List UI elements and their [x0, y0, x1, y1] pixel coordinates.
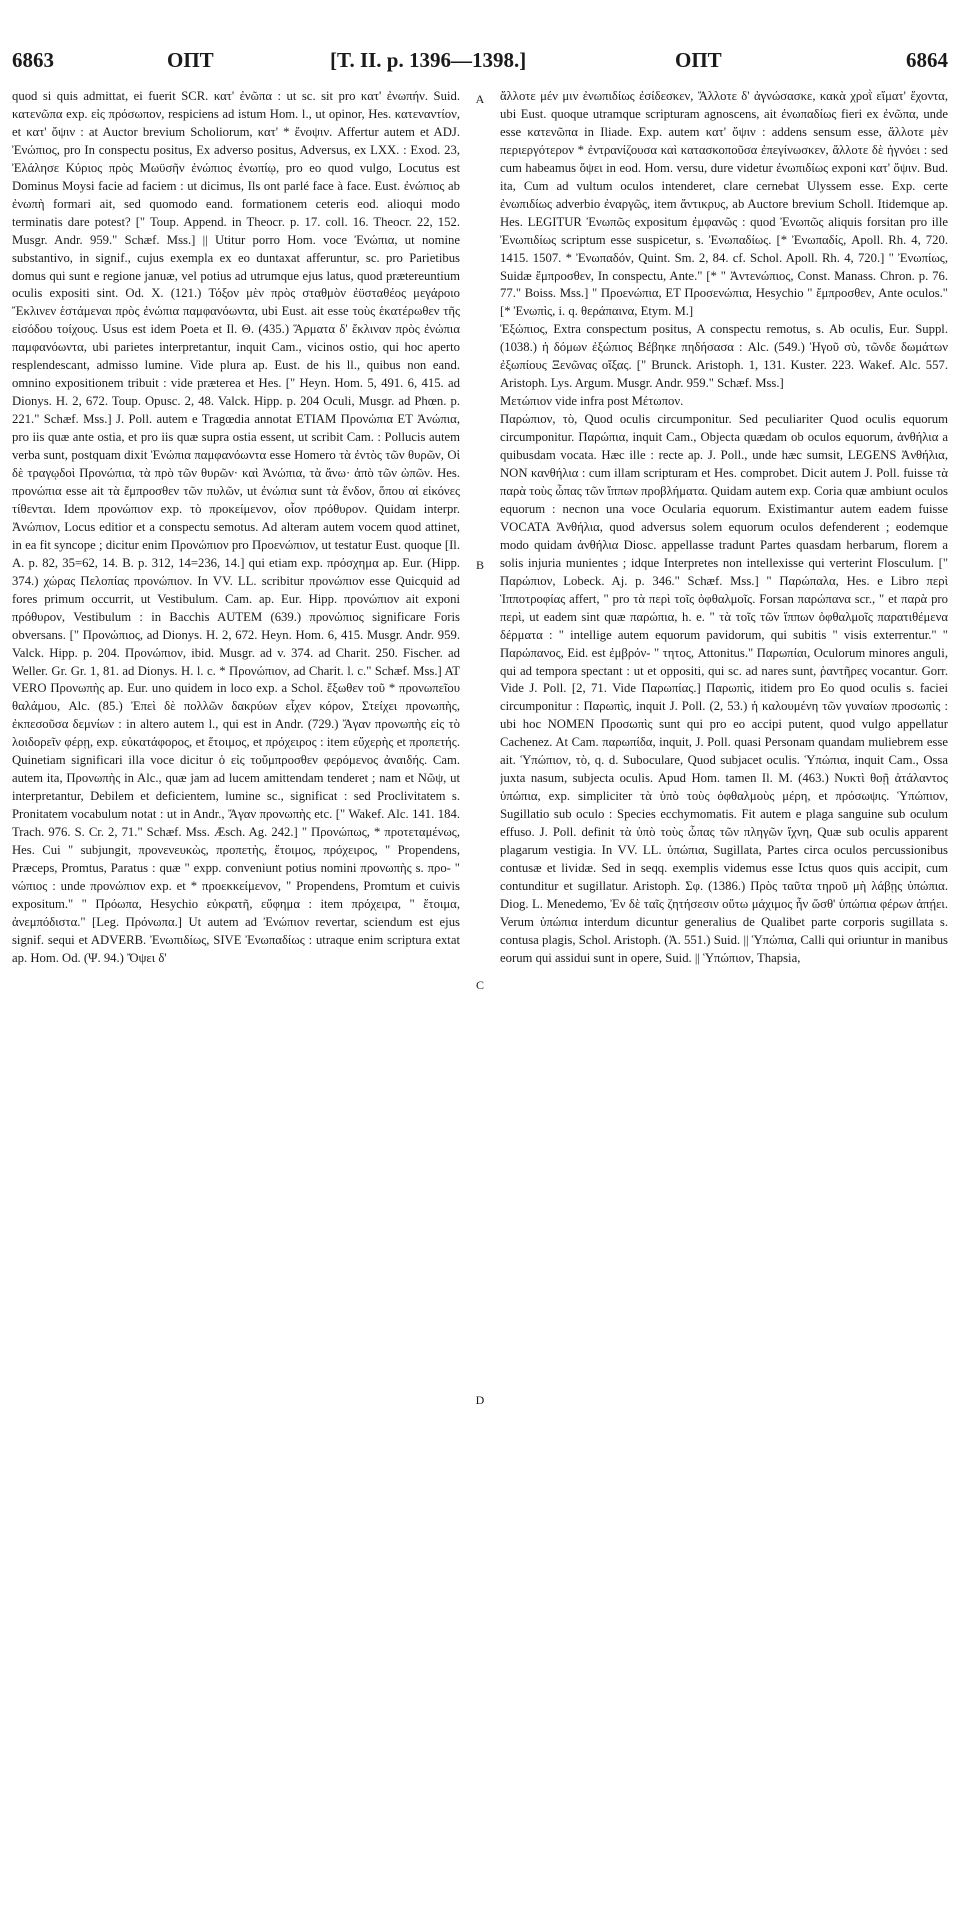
right-paragraph: Ἐξώπιος, Extra conspectum positus, A conspectu remotus, s. Ab oculis, Eur. Suppl. (1038.) ἡ δόμων ἐξώπιος Βέβηκε πηδήσασα : Alc. (549.) Ἡγοῦ σὺ, τῶνδε δωμάτων ἐξωπίους Ξενῶνας οἴξας. [" Brunck. Aristoph. 1, 131. Kuster. 223. Wakef. Alc. 557. Aristoph. Lys. Argum. Musgr. Andr. 959." Schæf. Mss.]	[500, 322, 948, 391]
right-paragraph: Μετώπιον vide infra post Μέτωπον.	[500, 394, 684, 409]
margin-marker-a: A	[475, 92, 485, 106]
margin-marker-b: B	[475, 558, 484, 572]
left-page-number: 6863	[12, 48, 54, 72]
margin-marker-d: D	[475, 1393, 485, 1407]
left-paragraph: quod si quis admittat, ei fuerit SCR. κατ' ἐνῶπα : ut sc. sit pro κατ' ἐνωπήν. Suid. κατενῶπα exp. εἰς πρόσωπον, respiciens ad istum Hom. l., ut opinor, Hes. κατεναντίον, et κατ' ὄψιν : at Auctor brevium Scholiorum, κατ' * ἔνοψιν. Affertur autem et ADJ. Ἐνώπιος, pro In conspectu positus, Ex adverso positus, Adversus, ex LXX. : Exod. 23, Ἐλάλησε Κύριος πρὸς Μωϋσῆν ἐνώπιος ἐνωπίῳ, pro eo quod vulgo, Locutus est Dominus Moysi facie ad faciem : ut dicimus, Ils ont parlé face à face. Eust. ἐνώπιος ab ἐνωπὴ formari ait, sed quomodo eand. formationem ceteris eod. alioqui modo terminatis dare potest? [" Toup. Append. in Theocr. p. 17. coll. 16. Theocr. 22, 152. Musgr. Andr. 959." Schæf. Mss.] || Utitur porro Hom. voce Ἐνώπια, ut nomine substantivo, in signif., cujus exempla ex eo duntaxat afferuntur, sc. pro Parietibus domus qui sunt e regione januæ, vel potius ad utrumque ejus latus, quod prætereuntium oculis expositi sint. Od. X. (121.) Τόξον μὲν πρὸς σταθμὸν ἐϋσταθέος μεγάροιο Ἔκλινεν ἑστάμεναι πρὸς ἐνώπια παμφανόωντα, ubi Eust. ait esse τοὺς ἑκατέρωθεν τῆς εἰσόδου τοίχους. Usus est idem Poeta et Il. Θ. (435.) Ἅρματα δ' ἔκλιναν πρὸς ἐνώπια παμφανόωντα, ubi parietes interpretantur, inquit Cam., vicinos ostio, qui hoc aperto resplendescant, admisso lumine. Vide plura ap. Eust. de his ll., quibus non eand. omnino expositionem tribuit : vide præterea et Hes. [" Heyn. Hom. 5, 491. 6, 415. ad Dionys. H. 2, 672. Toup. Opusc. 2, 48. Valck. Hipp. p. 204 Oculi, Musgr. ad Phœn. p. 221." Schæf. Mss.] J. Poll. autem e Tragœdia annotat ETIAM Προνώπια ET Ἀνώπια, pro iis quæ ante ostia, et pro iis quæ supra ostia essent, ut scribit Cam. : Pollucis autem verba sunt, postquam dixit Ἐνώπια παμφανόωντα esse Homero τὰ ἐντὸς τῶν θυρῶν, Οἱ δὲ τραγῳδοὶ Προνώπια, τὰ πρὸ τῶν θυρῶν· καὶ Ἀνώπια, τὰ ἄνω· ἀπὸ τῶν ὠπῶν. Hes. προνώπια esse ait τὰ ἔμπροσθεν τῶν πυλῶν, ut ἐνώπια sunt τὰ ἔνδον, ὅπου αἱ εἰκόνες τίθενται. Idem προνώπιον exp. τὸ προκείμενον, οἷον πρόθυρον. Quidam interpr. Ἀνώπιον, Locus editior et a conspectu semotus. Ad alteram autem vocem quod attinet, in ea fit syncope ; dicitur enim Προνώπιον pro Προενώπιον, ut testatur Eust. quoque [Il. A. p. 82, 35=62, 14. B. p. 312, 14=236, 14.] qui etiam exp. πρόσχημα ap. Eur. (Hipp. 374.) χώρας Πελοπίας προνώπιον. In VV. LL. scribitur προνώπιον esse Quicquid ad fores primum occurrit, ut Vestibulum. Cam. ap. Eur. Hipp. προνώπιον ait exponi πρόθυρον, Vestibulum : in Bacchis AUTEM (639.) προνώπιος significare Foris obversans. [" Προνώπιος, ad Dionys. H. 2, 672. Heyn. Hom. 6, 415. Musgr. Andr. 959. Valck. Hipp. p. 204. Προνώπιον, ibid. Musgr. ad v. 374. ad Charit. 250. Fischer. ad Weller. Gr. Gr. 1, 81. ad Dionys. H. l. c. * Προνώπιον, ad Charit. l. c." Schæf. Mss.] AT VERO Προνωπὴς ap. Eur. uno quidem in loco exp. a Schol. ἔξωθεν τοῦ * προνωπεῖου θαλάμου, Alc. (85.) Ἐπεὶ δὲ πολλῶν δακρύων εἶχεν κόρον, Στείχει προνωπὴς, ἐκπεσοῦσα δεμνίων : in altero autem l., qui est in Andr. (729.) Ἄγαν προνωπὴς εἰς τὸ λοιδορεῖν φέρῃ, exp. εὐκατάφορος, et ἕτοιμος, et πρόχειρος : item εὔχερὴς et προπετής. Quinetiam significari illa voce dicitur ὁ εἰς τοὔμπροσθεν φερόμενος ἀναιδής. Cam. autem ita, Προνωπὴς in Alc., quæ jam ad lucem amittendam tenderet ; nam et Νῶψ, ut interpretantur, Debilem et deficientem, lumine sc., significat : sed Proclivitatem s. Pronitatem vocabulum notat : ut in Andr., Ἄγαν προνωπὴς etc. [" Wakef. Alc. 141. 184. Trach. 976. S. Cr. 2, 71." Schæf. Mss. Æsch. Ag. 242.] " Προνώπως, * προτεταμένως, Hes. Cui " subjungit, προνενευκὼς, προπετὴς, ἕτοιμος, πρόχειρος, " Propendens, Præceps, Promtus, Paratus : quæ " expp. conveniunt potius nomini προνωπὴς s. προ- " νώπιος : unde προνώπιον exp. et * προεκκείμενον, " Propendens, Promtum et cuivis expositum." " Πρόωπα, Hesychio εὐκρατῆ, εὔφημα : item πρόχειρα, " ἕτοιμα, ἀνεμπόδιστα." [Leg. Πρόνωπα.] Ut autem ad Ἐνώπιον revertar, sciendum est ejus signif. sequi et ADVERB. Ἐνωπιδίως, SIVE Ἐνωπαδίως : utraque enim scriptura extat ap. Hom. Od. (Ψ. 94.) Ὄψει δ'	[12, 89, 460, 965]
right-paragraph: Παρώπιον, τὸ, Quod oculis circumponitur. Sed peculiariter Quod oculis equorum circumponitur. Παρώπια, inquit Cam., Objecta quædam ob oculos equorum, ἀνθήλια a quibusdam vocata. Hæc ille : recte ap. J. Poll., unde hæc sumsit, LEGENS Ἀνθήλια, NON κανθήλια : cum illam scripturam et Hes. comprobet. Dicit autem J. Poll. fuisse τὰ παρὰ τοὺς ὦπας τῶν ἵππων προβλήματα. Quidam autem exp. Coria quæ ambiunt oculos equorum : necnon una voce Ocularia equorum. Existimantur autem eadem fuisse VOCATA Ἀνθήλια, quod adversus solem equorum oculos defenderent ; eodemque modo quidam ἀνθήλια Diosc. appellasse tradunt Partes quasdam herbarum, florem a solis injuria munientes ; idque Interpretes non intellexisse qui verterint Flosculum. [" Παρώπιον, Lobeck. Aj. p. 346." Schæf. Mss.] " Παρώπαλα, Hes. e Libro περὶ Ἱπποτροφίας affert, " pro τὰ περὶ τοῖς ὀφθαλμοῖς. Forsan παρώπανα scr., " et παρὰ pro περὶ, ut eadem sint quæ παρώπια, h. e. " τὰ τοῖς τῶν ἵππων ὀφθαλμοῖς παρατιθέμενα δέρματα : " intellige autem equorum pavidorum, qui subitis " visis exterrentur." " Παρώπανος, Eid. est ἐμβρόν- " τητος, Attonitus." Παρωπίαι, Oculorum minores anguli, qui ad tempora spectant : ut et oppositi, qui sc. ad nares sunt, ῥαντῆρες vocantur. Gorr. Vide J. Poll. [2, 71. Vide Παρωπίας.] Παρωπὶς, itidem pro Eo quod oculis s. faciei circumponitur : Παρωπὶς, inquit J. Poll. (2, 53.) ἡ καλουμένη τῶν γυναίων προσωπὶς : ubi hoc NOMEN Προσωπὶς sunt qui pro eo accipi putent, quod vulgo appellatur Cachenez. At Cam. παρωπίδα, inquit, J. Poll. quasi Personam quandam muliebrem esse ait. Ὑπώπιον, τὸ, q. d. Suboculare, Quod subjacet oculis. Ὑπώπια, inquit Cam., Ossa juxta nasum, subjecta oculis. Apud Hom. tamen Il. M. (463.) Νυκτὶ θοῇ ἀτάλαντος ὑπώπια, exp. simpliciter τὰ ὑπὸ τοὺς ὀφθαλμοὺς μέρη, et πρόσωψις. Ὑπώπιον, Sugillatio sub oculo : Species ecchymomatis. Fit autem e plaga sanguine sub oculum effuso. J. Poll. definit τὰ ὑπὸ τοὺς ὦπας τῶν πληγῶν ἴχνη, Quæ sub oculis apparent plagarum vestigia. In VV. LL. ὑπώπια, Sugillata, Partes circa oculos percussionibus contusæ et lividæ. Sed in seqq. exemplis videmus esse Ictus quos quis accipit, cum contunditur et sugillatur. Aristoph. Σφ. (1386.) Πρὸς ταῦτα τηροῦ μὴ λάβῃς ὑπώπια. Diog. L. Menedemo, Ἐν δὲ ταῖς ζητήσεσιν οὕτω μάχιμος ἦν ὥσθ' ὑπώπια φέρων ἀπῄει. Verum ὑπώπια interdum dicuntur generalius de Qualibet parte corporis sugillata s. contusa plagis, Schol. Aristoph. (Ἀ. 551.) Suid. || Ὑπώπια, Calli qui oriuntur in manibus eorum qui assidui sunt in opere, Suid. || Ὑπώπιον, Thapsia,	[500, 412, 948, 965]
right-page-number: 6864	[906, 48, 948, 72]
page-header	[12, 48, 948, 80]
volume-reference: [T. II. p. 1396—1398.]	[330, 48, 527, 72]
right-running-head: ΟΠΤ	[675, 48, 722, 72]
left-column	[12, 88, 460, 1896]
margin-marker-c: C	[475, 978, 484, 992]
left-running-head: ΟΠΤ	[167, 48, 214, 72]
right-paragraph: ἄλλοτε μέν μιν ἐνωπιδίως ἐσίδεσκεν, Ἄλλοτε δ' ἀγνώσασκε, κακὰ χροῒ εἵματ' ἔχοντα, ubi Eust. quoque utramque scripturam agnoscens, ait ἐνωπαδίως fieri ex ἐνῶπα, unde esse κατενῶπα in Iliade. Exp. autem κατ' ὄψιν : addens sensum esse, ἄλλοτε μὲν περιεργότερον * ἐντρανίζουσα καὶ κατασκοποῦσα ἐπεγίνωσκεν, ἄλλοτε δὲ ἠγνόει : sed cum habeamus ὄψει in eod. Hom. versu, dure videtur ἐνωπιδίως exponi κατ' ὄψιν. Bud. ita, Cum ad vultum oculos intenderet, clare cernebat Ulyssem esse. Exp. certe ἐνωπιδίως adverbio ἐναργῶς, item ἄντικρυς, ab Auctore brevium Scholl. Itidemque ap. Hes. LEGITUR Ἐνωπῶς expositum ἐμφανῶς : quod Ἐνωπῶς aliquis forsitan pro ille Ἐνωπιδίως scriptum esse suspicetur, s. Ἐνωπαδίως. [* Ἐνωπαδίς, Apoll. Rh. 4, 720. 1415. 1507. * Ἐνωπαδόν, Quint. Sm. 2, 84. cf. Schol. Apoll. Rh. 4, 720.] " Ἐνωπίως, Suidæ ἔμπροσθεν, In conspectu, Ante." [* " Ἀντενώπιος, Const. Manass. Chron. p. 76. 77." Boiss. Mss.] " Προενώπια, ET Προσενώπια, Hesychio " ἔμπροσθεν, Ante oculos." [* Ἐνωπὶς, i. q. θεράπαινα, Etym. M.]	[500, 89, 948, 319]
right-column	[500, 88, 948, 1896]
